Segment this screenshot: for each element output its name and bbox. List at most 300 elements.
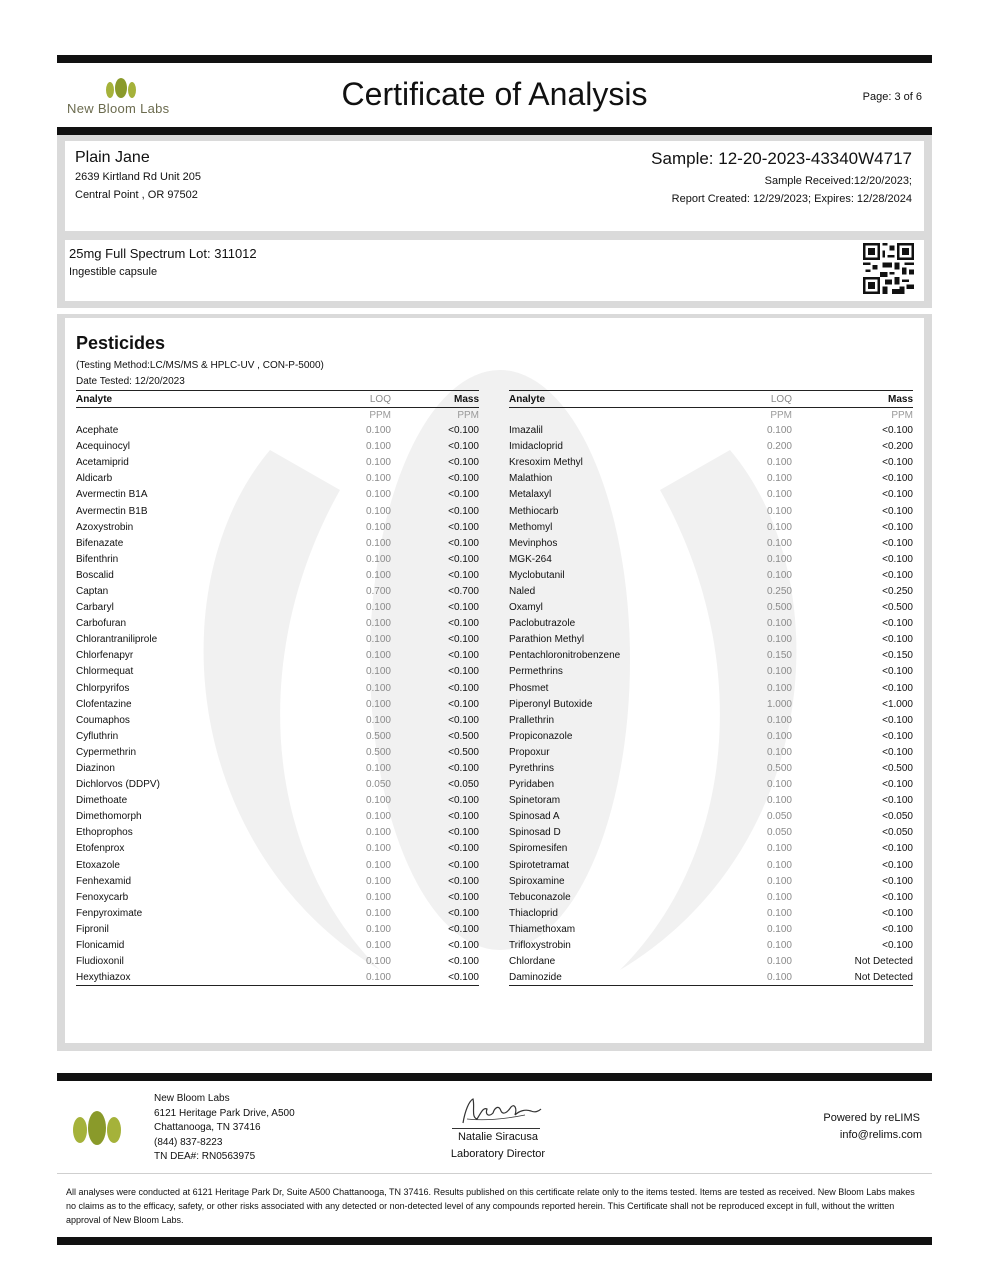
loq-cell: 0.100 <box>766 505 792 517</box>
table-row <box>509 728 913 744</box>
mass-cell: <0.700 <box>448 585 479 597</box>
table-row <box>509 567 913 583</box>
table-row <box>509 712 913 728</box>
mass-cell: <0.100 <box>448 698 479 710</box>
table-row <box>509 809 913 825</box>
loq-cell: 0.100 <box>365 569 391 581</box>
table-row <box>509 680 913 696</box>
mass-cell: <0.050 <box>882 827 913 839</box>
loq-cell: 0.100 <box>365 553 391 565</box>
table-header-row <box>509 391 913 408</box>
table-row <box>76 809 479 825</box>
table-row <box>76 616 479 632</box>
mass-cell: <0.100 <box>882 923 913 935</box>
loq-cell: 0.100 <box>766 746 792 758</box>
loq-cell: 0.100 <box>365 682 391 694</box>
loq-cell: 0.250 <box>766 585 792 597</box>
mass-cell: <0.100 <box>448 682 479 694</box>
page-title: Certificate of Analysis <box>341 76 648 112</box>
table-row <box>76 760 479 776</box>
loq-cell: 0.100 <box>766 730 792 742</box>
analyte-cell: Dimethoate <box>76 795 128 807</box>
mass-cell: <0.100 <box>882 537 913 549</box>
table-row <box>76 423 479 439</box>
table-row <box>76 567 479 583</box>
table-row <box>509 777 913 793</box>
loq-cell: 0.100 <box>764 970 792 986</box>
loq-cell: 0.100 <box>766 956 792 968</box>
mass-cell: <0.100 <box>882 473 913 485</box>
analyte-cell: Propiconazole <box>509 730 573 742</box>
mass-cell: <0.100 <box>882 425 913 437</box>
table-row <box>509 648 913 664</box>
table-row <box>76 551 479 567</box>
mass-cell: <0.100 <box>882 489 913 501</box>
mass-cell: <0.100 <box>882 779 913 791</box>
unit-mass: PPM <box>891 409 913 421</box>
table-row <box>509 760 913 776</box>
column-header-analyte: Analyte <box>509 391 764 408</box>
analyte-cell: Tebuconazole <box>509 891 571 903</box>
mass-cell: <0.050 <box>448 779 479 791</box>
loq-cell: 0.100 <box>365 634 391 646</box>
loq-cell: 0.100 <box>365 714 391 726</box>
pesticides-table-left <box>76 390 479 986</box>
mass-cell: <0.100 <box>448 521 479 533</box>
loq-cell: 0.100 <box>766 521 792 533</box>
client-address-line2: Central Point , OR 97502 <box>75 189 198 201</box>
mass-cell: <0.100 <box>882 666 913 678</box>
loq-cell: 0.150 <box>766 650 792 662</box>
analyte-cell: Fenhexamid <box>76 875 132 887</box>
signature-icon <box>455 1093 545 1129</box>
analyte-cell: Pyrethrins <box>509 763 555 775</box>
table-row <box>76 648 479 664</box>
analyte-cell: Propoxur <box>509 746 550 758</box>
mass-cell: <0.100 <box>448 795 479 807</box>
unit-blank <box>76 408 331 423</box>
analyte-cell: Permethrins <box>509 666 563 678</box>
mass-cell: <0.100 <box>448 956 479 968</box>
loq-cell: 0.100 <box>766 859 792 871</box>
mass-cell: <0.100 <box>882 891 913 903</box>
analyte-cell: Bifenazate <box>76 537 124 549</box>
column-header-loq: LOQ <box>764 391 792 408</box>
unit-row <box>76 408 479 423</box>
mass-cell: <0.100 <box>448 457 479 469</box>
analyte-cell: Cyfluthrin <box>76 730 119 742</box>
table-row <box>509 455 913 471</box>
mass-cell: <0.100 <box>448 907 479 919</box>
mass-cell: <0.100 <box>448 763 479 775</box>
analyte-cell: Fipronil <box>76 923 109 935</box>
analyte-cell: Acephate <box>76 425 119 437</box>
mass-cell: <0.100 <box>448 553 479 565</box>
qr-code-icon <box>863 243 914 294</box>
mass-cell: Not Detected <box>792 970 913 986</box>
analyte-cell: Mevinphos <box>509 537 558 549</box>
loq-cell: 0.700 <box>365 585 391 597</box>
loq-cell: 0.100 <box>365 618 391 630</box>
loq-cell: 0.100 <box>365 457 391 469</box>
analyte-cell: Trifloxystrobin <box>509 940 571 952</box>
loq-cell: 0.100 <box>365 521 391 533</box>
column-header-analyte: Analyte <box>76 391 331 408</box>
loq-cell: 0.100 <box>766 569 792 581</box>
loq-cell: 0.100 <box>365 843 391 855</box>
loq-cell: 0.100 <box>365 425 391 437</box>
loq-cell: 0.100 <box>365 698 391 710</box>
analyte-cell: Myclobutanil <box>509 569 565 581</box>
mass-cell: <0.100 <box>882 795 913 807</box>
table-row <box>509 970 913 986</box>
mass-cell: <0.100 <box>882 569 913 581</box>
analyte-cell: Chlorantraniliprole <box>76 634 158 646</box>
analyte-cell: Spinosad D <box>509 827 561 839</box>
table-row <box>76 535 479 551</box>
table-row <box>509 938 913 954</box>
analyte-cell: Diazinon <box>76 763 115 775</box>
mass-cell: <0.100 <box>448 714 479 726</box>
table-row <box>76 503 479 519</box>
mass-cell: <0.100 <box>448 859 479 871</box>
table-row <box>76 825 479 841</box>
loq-cell: 0.100 <box>365 441 391 453</box>
analyte-cell: Spiroxamine <box>509 875 565 887</box>
mass-cell: <0.100 <box>882 634 913 646</box>
analyte-cell: Dichlorvos (DDPV) <box>76 779 160 791</box>
table-row <box>509 632 913 648</box>
column-header-mass: Mass <box>792 391 913 408</box>
loq-cell: 0.100 <box>365 602 391 614</box>
table-row <box>76 664 479 680</box>
loq-cell: 0.100 <box>766 618 792 630</box>
loq-cell: 0.100 <box>365 940 391 952</box>
table-row <box>509 744 913 760</box>
analyte-cell: Imazalil <box>509 425 543 437</box>
loq-cell: 0.500 <box>365 746 391 758</box>
analyte-cell: Etofenprox <box>76 843 125 855</box>
lab-address2: Chattanooga, TN 37416 <box>154 1122 261 1133</box>
table-header-row <box>76 391 479 408</box>
header-bottom-bar <box>57 127 932 135</box>
loq-cell: 0.100 <box>766 940 792 952</box>
mass-cell: <0.500 <box>448 746 479 758</box>
analyte-cell: Piperonyl Butoxide <box>509 698 593 710</box>
loq-cell: 0.100 <box>365 537 391 549</box>
lab-name: New Bloom Labs <box>154 1093 230 1104</box>
loq-cell: 0.100 <box>365 811 391 823</box>
analyte-cell: Parathion Methyl <box>509 634 585 646</box>
loq-cell: 0.100 <box>365 956 391 968</box>
analyte-cell: Carbofuran <box>76 618 127 630</box>
loq-cell: 0.100 <box>365 650 391 662</box>
analyte-cell: Avermectin B1B <box>76 505 148 517</box>
table-row <box>509 873 913 889</box>
mass-cell: <0.100 <box>448 940 479 952</box>
loq-cell: 0.100 <box>766 634 792 646</box>
loq-cell: 0.100 <box>365 666 391 678</box>
table-row <box>76 970 479 986</box>
mass-cell: <0.100 <box>882 618 913 630</box>
loq-cell: 0.100 <box>766 907 792 919</box>
analyte-cell: Thiamethoxam <box>509 923 576 935</box>
table-row <box>76 712 479 728</box>
table-row <box>76 583 479 599</box>
top-border-bar <box>57 55 932 63</box>
table-row <box>509 439 913 455</box>
analyte-cell: Spinetoram <box>509 795 561 807</box>
mass-cell: Not Detected <box>854 956 913 968</box>
table-row <box>76 471 479 487</box>
mass-cell: <0.100 <box>448 811 479 823</box>
mass-cell: <0.100 <box>882 682 913 694</box>
table-row <box>76 841 479 857</box>
table-row <box>509 551 913 567</box>
table-row <box>76 728 479 744</box>
mass-cell: <0.100 <box>882 457 913 469</box>
loq-cell: 0.100 <box>365 763 391 775</box>
loq-cell: 0.100 <box>365 489 391 501</box>
unit-loq: PPM <box>369 409 391 421</box>
loq-cell: 0.100 <box>365 891 391 903</box>
analyte-cell: Malathion <box>509 473 553 485</box>
table-row <box>76 487 479 503</box>
loq-cell: 0.100 <box>766 425 792 437</box>
loq-cell: 0.100 <box>766 779 792 791</box>
analyte-cell: Cypermethrin <box>76 746 137 758</box>
loq-cell: 0.100 <box>365 859 391 871</box>
loq-cell: 0.050 <box>766 811 792 823</box>
lab-info <box>154 1092 295 1165</box>
loq-cell: 0.100 <box>766 923 792 935</box>
mass-cell: <0.100 <box>448 875 479 887</box>
column-header-mass: Mass <box>391 391 479 408</box>
mass-cell: <0.100 <box>448 618 479 630</box>
loq-cell: 0.100 <box>365 473 391 485</box>
analyte-cell: Spirotetramat <box>509 859 570 871</box>
analyte-cell: Methomyl <box>509 521 553 533</box>
loq-cell: 0.100 <box>766 666 792 678</box>
analyte-cell: Kresoxim Methyl <box>509 457 583 469</box>
loq-cell: 0.500 <box>365 730 391 742</box>
testing-method: (Testing Method:LC/MS/MS & HPLC-UV , CON-P-5000) <box>76 360 324 371</box>
date-tested: Date Tested: 12/20/2023 <box>76 376 185 387</box>
loq-cell: 0.100 <box>766 489 792 501</box>
loq-cell: 0.100 <box>766 891 792 903</box>
mass-cell: <0.500 <box>882 763 913 775</box>
table-row <box>76 793 479 809</box>
mass-cell: <0.500 <box>882 602 913 614</box>
sample-received: Sample Received:12/20/2023; <box>764 175 912 187</box>
table-row <box>509 825 913 841</box>
analyte-cell: Daminozide <box>509 970 764 986</box>
footer-divider <box>57 1173 932 1174</box>
loq-cell: 0.100 <box>365 827 391 839</box>
sample-id: Sample: 12-20-2023-43340W4717 <box>651 149 912 168</box>
table-row <box>509 471 913 487</box>
analyte-cell: Avermectin B1A <box>76 489 148 501</box>
loq-cell: 0.100 <box>365 923 391 935</box>
analyte-cell: Pyridaben <box>509 779 555 791</box>
analyte-cell: Aldicarb <box>76 473 113 485</box>
analyte-cell: Naled <box>509 585 536 597</box>
mass-cell: <0.100 <box>448 634 479 646</box>
analyte-cell: Acetamiprid <box>76 457 129 469</box>
signature-line <box>452 1128 540 1129</box>
loq-cell: 0.050 <box>766 827 792 839</box>
report-dates: Report Created: 12/29/2023; Expires: 12/28/2024 <box>671 193 912 205</box>
analyte-cell: Chlormequat <box>76 666 134 678</box>
table-row <box>509 954 913 970</box>
table-row <box>509 793 913 809</box>
unit-blank <box>509 408 764 423</box>
unit-row <box>509 408 913 423</box>
director-title: Laboratory Director <box>450 1148 546 1160</box>
loq-cell: 0.100 <box>365 505 391 517</box>
loq-cell: 0.200 <box>766 441 792 453</box>
mass-cell: <0.100 <box>391 970 479 986</box>
section-title: Pesticides <box>76 333 166 353</box>
loq-cell: 0.100 <box>766 457 792 469</box>
mass-cell: <0.100 <box>882 907 913 919</box>
analyte-cell: Pentachloronitrobenzene <box>509 650 621 662</box>
analyte-cell: Spinosad A <box>509 811 560 823</box>
loq-cell: 0.100 <box>365 907 391 919</box>
table-row <box>76 744 479 760</box>
analyte-cell: Bifenthrin <box>76 553 119 565</box>
loq-cell: 0.100 <box>766 795 792 807</box>
lab-phone: (844) 837-8223 <box>154 1136 223 1148</box>
mass-cell: <0.100 <box>448 473 479 485</box>
analyte-cell: Boscalid <box>76 569 114 581</box>
table-row <box>76 857 479 873</box>
loq-cell: 0.100 <box>766 553 792 565</box>
analyte-cell: Azoxystrobin <box>76 521 134 533</box>
analyte-cell: Carbaryl <box>76 602 114 614</box>
table-row <box>509 664 913 680</box>
mass-cell: <0.100 <box>882 843 913 855</box>
loq-cell: 0.100 <box>365 795 391 807</box>
lab-dea: TN DEA#: RN0563975 <box>154 1151 256 1162</box>
analyte-cell: Oxamyl <box>509 602 543 614</box>
table-row <box>509 841 913 857</box>
logo-text: New Bloom Labs <box>67 101 170 116</box>
analyte-cell: Dimethomorph <box>76 811 142 823</box>
table-row <box>76 921 479 937</box>
table-row <box>76 455 479 471</box>
mass-cell: <0.100 <box>882 505 913 517</box>
analyte-cell: Metalaxyl <box>509 489 552 501</box>
mass-cell: <0.250 <box>882 585 913 597</box>
mass-cell: <0.100 <box>882 859 913 871</box>
table-row <box>509 889 913 905</box>
analyte-cell: Coumaphos <box>76 714 130 726</box>
bottom-border-bar <box>57 1237 932 1245</box>
loq-cell: 0.100 <box>766 875 792 887</box>
analyte-cell: Fenoxycarb <box>76 891 129 903</box>
mass-cell: <0.100 <box>448 650 479 662</box>
loq-cell: 0.100 <box>331 970 391 986</box>
director-name: Natalie Siracusa <box>457 1131 539 1143</box>
table-row <box>76 600 479 616</box>
mass-cell: <0.100 <box>882 746 913 758</box>
mass-cell: <0.100 <box>882 521 913 533</box>
table-row <box>509 921 913 937</box>
analyte-cell: Captan <box>76 585 109 597</box>
loq-cell: 0.100 <box>766 714 792 726</box>
mass-cell: <0.100 <box>882 940 913 952</box>
table-row <box>76 954 479 970</box>
table-row <box>509 535 913 551</box>
mass-cell: <0.150 <box>882 650 913 662</box>
table-row <box>76 777 479 793</box>
mass-cell: <0.100 <box>448 843 479 855</box>
analyte-cell: Methiocarb <box>509 505 559 517</box>
table-row <box>76 632 479 648</box>
mass-cell: <0.050 <box>882 811 913 823</box>
analyte-cell: Flonicamid <box>76 940 125 952</box>
analyte-cell: Hexythiazox <box>76 970 331 986</box>
analyte-cell: Imidacloprid <box>509 441 563 453</box>
powered-email: info@relims.com <box>839 1129 922 1141</box>
analyte-cell: Chlorpyrifos <box>76 682 130 694</box>
table-row <box>509 905 913 921</box>
mass-cell: <0.100 <box>448 441 479 453</box>
analyte-cell: Thiacloprid <box>509 907 558 919</box>
disclaimer: All analyses were conducted at 6121 Heritage Park Dr, Suite A500 Chattanooga, TN 37416. Results published on this certificate relate only to the items tested. Items are tested as received. New Bloom Labs makes no claims as to the efficacy, safety, or other risks associated with any detected or non-detected level of any compounds reported herein. This Certificate shall not be reproduced except in full, without the written approval of New Bloom Labs. <box>66 1187 915 1225</box>
mass-cell: <0.100 <box>882 714 913 726</box>
table-row <box>76 680 479 696</box>
mass-cell: <0.100 <box>882 553 913 565</box>
loq-cell: 0.500 <box>766 602 792 614</box>
loq-cell: 0.500 <box>766 763 792 775</box>
table-row <box>509 487 913 503</box>
analyte-cell: MGK-264 <box>509 553 552 565</box>
table-row <box>509 423 913 439</box>
analyte-cell: Clofentazine <box>76 698 132 710</box>
powered-by: Powered by reLIMS <box>823 1112 920 1124</box>
client-address-line1: 2639 Kirtland Rd Unit 205 <box>75 171 201 183</box>
analyte-cell: Fenpyroximate <box>76 907 143 919</box>
analyte-cell: Prallethrin <box>509 714 555 726</box>
table-row <box>76 905 479 921</box>
mass-cell: <0.100 <box>882 730 913 742</box>
pesticides-table-right <box>509 390 913 986</box>
mass-cell: <0.100 <box>448 666 479 678</box>
mass-cell: <0.100 <box>448 489 479 501</box>
mass-cell: <0.100 <box>448 602 479 614</box>
table-row <box>509 600 913 616</box>
loq-cell: 0.100 <box>766 682 792 694</box>
analyte-cell: Paclobutrazole <box>509 618 576 630</box>
table-row <box>509 583 913 599</box>
analyte-cell: Phosmet <box>509 682 549 694</box>
mass-cell: <0.100 <box>448 425 479 437</box>
table-row <box>76 696 479 712</box>
table-row <box>76 938 479 954</box>
mass-cell: <0.200 <box>882 441 913 453</box>
mass-cell: <1.000 <box>882 698 913 710</box>
analyte-cell: Fludioxonil <box>76 956 124 968</box>
table-row <box>76 519 479 535</box>
loq-cell: 0.050 <box>365 779 391 791</box>
product-name: 25mg Full Spectrum Lot: 311012 <box>69 246 257 261</box>
table-row <box>509 616 913 632</box>
analyte-cell: Chlorfenapyr <box>76 650 134 662</box>
footer-logo-icon <box>66 1107 128 1149</box>
page-number: Page: 3 of 6 <box>862 91 922 103</box>
